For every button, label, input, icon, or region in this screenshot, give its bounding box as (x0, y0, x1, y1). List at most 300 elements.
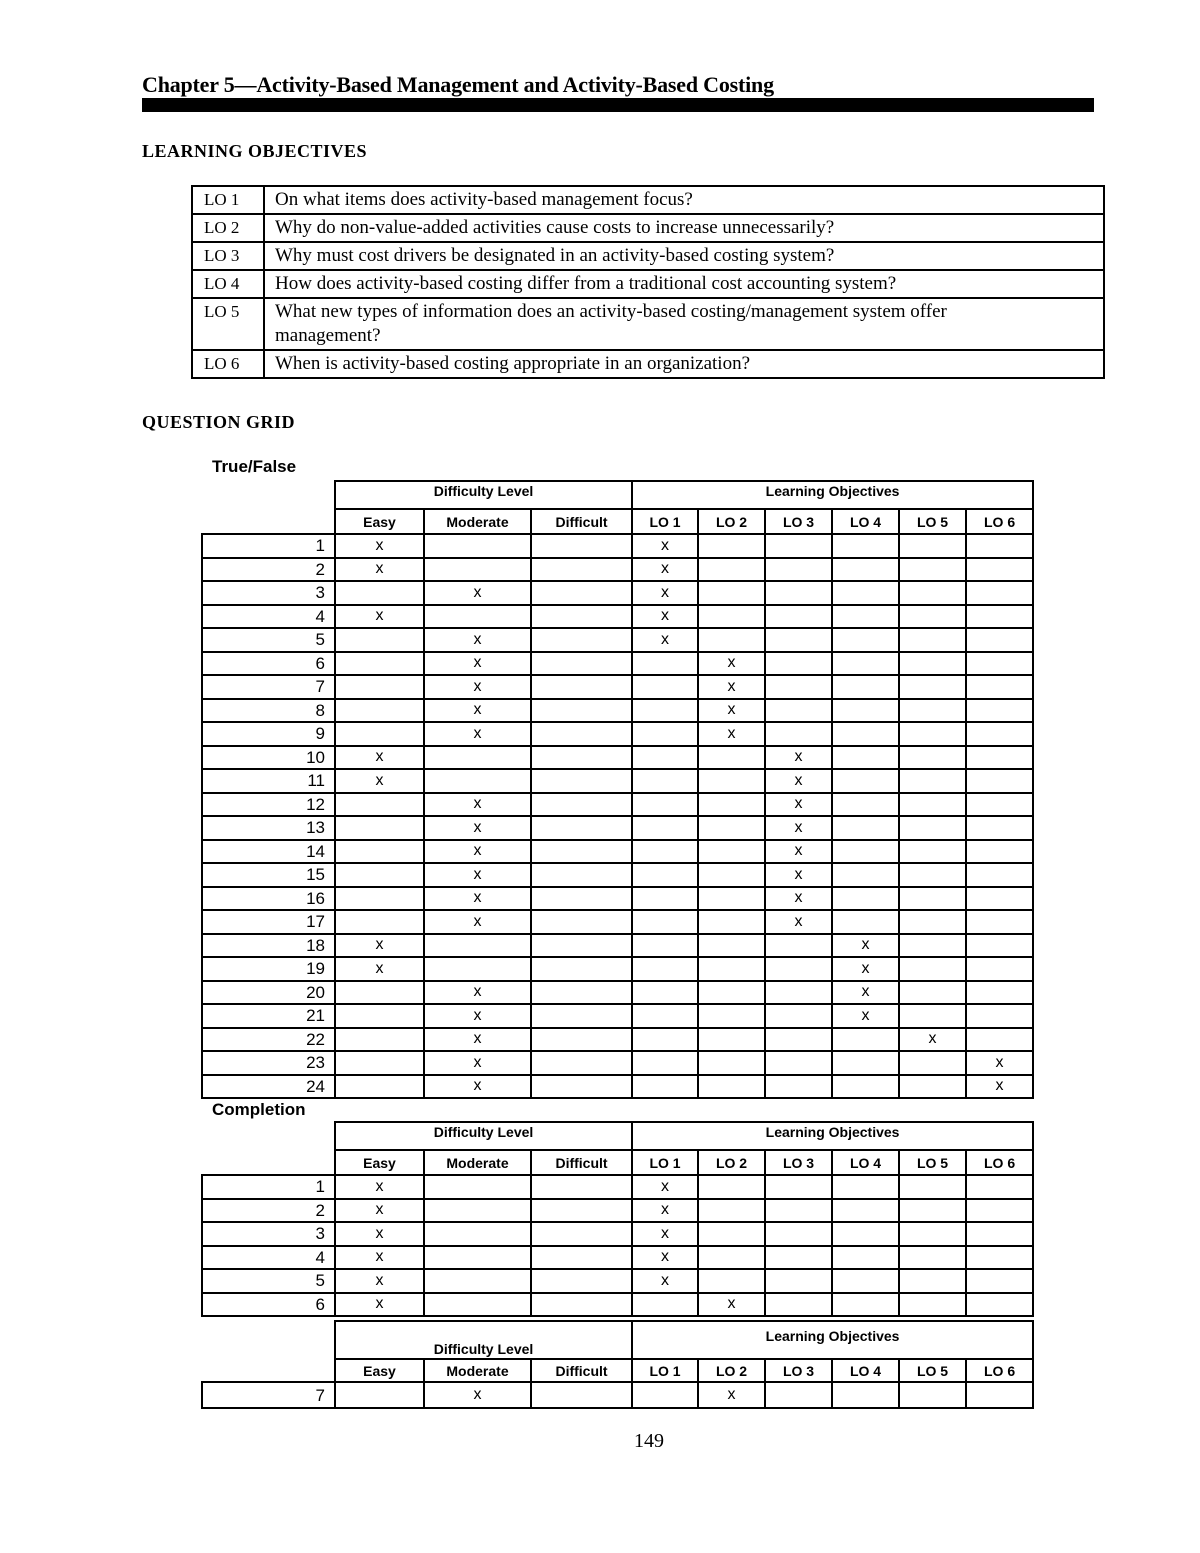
grid-mark: x (632, 1222, 698, 1246)
column-header: Moderate (424, 1359, 531, 1382)
grid-cell (832, 699, 899, 723)
lo-text: When is activity-based costing appropriate in an organization? (264, 350, 1104, 378)
question-number: 1 (202, 1175, 335, 1199)
grid-cell (632, 887, 698, 911)
grid-cell (531, 769, 632, 793)
grid-cell (632, 652, 698, 676)
grid-row (202, 534, 1033, 558)
grid-mark: x (966, 1075, 1033, 1099)
grid-mark: x (765, 887, 832, 911)
grid-cell (632, 1028, 698, 1052)
grid-cell (335, 581, 424, 605)
grid-cell (632, 840, 698, 864)
grid-mark: x (335, 1175, 424, 1199)
grid-mark: x (698, 699, 765, 723)
grid-cell (832, 605, 899, 629)
grid-cell (966, 1246, 1033, 1270)
grid-cell (832, 652, 899, 676)
grid-cell (832, 887, 899, 911)
grid-cell (966, 652, 1033, 676)
grid-cell (966, 1199, 1033, 1223)
grid-row (202, 887, 1033, 911)
grid-cell (698, 746, 765, 770)
grid-mark: x (632, 581, 698, 605)
column-header: LO 2 (698, 509, 765, 534)
grid-mark: x (632, 605, 698, 629)
column-header: Difficult (531, 1150, 632, 1175)
grid-cell (832, 722, 899, 746)
grid-cell (698, 605, 765, 629)
grid-cell (698, 1028, 765, 1052)
grid-cell (698, 840, 765, 864)
question-number: 20 (202, 981, 335, 1005)
chapter-title: Chapter 5—Activity-Based Management and Activity-Based Costing (142, 72, 774, 97)
question-number: 9 (202, 722, 335, 746)
grid-cell (632, 863, 698, 887)
grid-cell (966, 981, 1033, 1005)
grid-cell (335, 863, 424, 887)
difficulty-level-header: Difficulty Level (335, 1321, 632, 1359)
grid-cell (531, 558, 632, 582)
lo-text: Why must cost drivers be designated in an activity-based costing system? (264, 242, 1104, 270)
column-header: LO 6 (966, 1150, 1033, 1175)
question-number: 12 (202, 793, 335, 817)
grid-cell (966, 534, 1033, 558)
grid-cell (832, 769, 899, 793)
grid-mark: x (632, 1199, 698, 1223)
grid-cell (832, 1075, 899, 1099)
grid-row (202, 863, 1033, 887)
grid-mark: x (698, 722, 765, 746)
grid-cell (698, 1175, 765, 1199)
grid-cell (698, 957, 765, 981)
grid-cell (632, 1051, 698, 1075)
column-header: Easy (335, 509, 424, 534)
grid-cell (966, 840, 1033, 864)
grid-cell (698, 887, 765, 911)
grid-mark: x (966, 1051, 1033, 1075)
grid-cell (765, 981, 832, 1005)
column-header: LO 5 (899, 509, 966, 534)
grid-cell (698, 628, 765, 652)
question-number: 15 (202, 863, 335, 887)
grid-cell (531, 581, 632, 605)
grid-mark: x (424, 722, 531, 746)
grid-cell (966, 581, 1033, 605)
grid-cell (698, 558, 765, 582)
grid-cell (531, 1222, 632, 1246)
grid-row (202, 1004, 1033, 1028)
grid-corner (202, 1122, 335, 1150)
grid-row (202, 628, 1033, 652)
grid-cell (765, 1175, 832, 1199)
column-header: LO 5 (899, 1150, 966, 1175)
grid-cell (832, 746, 899, 770)
grid-cell (899, 816, 966, 840)
grid-cell (966, 910, 1033, 934)
completion-grid (201, 1121, 1034, 1317)
grid-mark: x (424, 981, 531, 1005)
grid-cell (832, 816, 899, 840)
question-number: 2 (202, 558, 335, 582)
grid-cell (531, 1293, 632, 1317)
grid-cell (335, 675, 424, 699)
column-header: LO 3 (765, 1359, 832, 1382)
grid-cell (966, 746, 1033, 770)
lo-row (192, 214, 1104, 242)
grid-cell (832, 1051, 899, 1075)
grid-cell (899, 957, 966, 981)
grid-cell (335, 840, 424, 864)
lo-row (192, 242, 1104, 270)
grid-cell (632, 1293, 698, 1317)
grid-cell (698, 981, 765, 1005)
grid-cell (632, 769, 698, 793)
grid-cell (966, 1175, 1033, 1199)
grid-cell (698, 581, 765, 605)
grid-cell (765, 1199, 832, 1223)
grid-cell (698, 1075, 765, 1099)
question-number: 5 (202, 1269, 335, 1293)
grid-cell (531, 722, 632, 746)
grid-cell (531, 1075, 632, 1099)
grid-row (202, 1051, 1033, 1075)
grid-cell (531, 1051, 632, 1075)
grid-row (202, 1293, 1033, 1317)
grid-cell (335, 652, 424, 676)
grid-cell (899, 769, 966, 793)
grid-mark: x (698, 1382, 765, 1408)
grid-cell (531, 605, 632, 629)
grid-row (202, 581, 1033, 605)
grid-mark: x (424, 628, 531, 652)
column-header: LO 5 (899, 1359, 966, 1382)
grid-cell (335, 887, 424, 911)
grid-cell (335, 628, 424, 652)
grid-mark: x (335, 605, 424, 629)
grid-cell (899, 981, 966, 1005)
grid-cell (632, 722, 698, 746)
grid-cell (531, 887, 632, 911)
grid-cell (531, 1175, 632, 1199)
grid-cell (765, 722, 832, 746)
grid-mark: x (698, 675, 765, 699)
page-number: 149 (634, 1430, 664, 1452)
grid-cell (832, 628, 899, 652)
grid-mark: x (424, 652, 531, 676)
grid-mark: x (632, 1175, 698, 1199)
grid-row (202, 957, 1033, 981)
grid-mark: x (832, 1004, 899, 1028)
question-number: 23 (202, 1051, 335, 1075)
grid-cell (966, 863, 1033, 887)
grid-cell (632, 957, 698, 981)
grid-mark: x (424, 1004, 531, 1028)
grid-cell (531, 1028, 632, 1052)
grid-cell (531, 1199, 632, 1223)
grid-row (202, 793, 1033, 817)
grid-mark: x (335, 1199, 424, 1223)
column-header: Difficult (531, 1359, 632, 1382)
grid-row (202, 1246, 1033, 1270)
grid-cell (832, 1246, 899, 1270)
grid-cell (765, 699, 832, 723)
grid-cell (531, 699, 632, 723)
grid-mark: x (832, 981, 899, 1005)
question-grid-heading: QUESTION GRID (142, 412, 296, 432)
grid-mark: x (632, 558, 698, 582)
lo-code: LO 5 (192, 298, 264, 350)
grid-cell (424, 1222, 531, 1246)
grid-row (202, 1199, 1033, 1223)
grid-cell (698, 1269, 765, 1293)
grid-mark: x (698, 1293, 765, 1317)
question-number: 3 (202, 581, 335, 605)
column-header: Easy (335, 1359, 424, 1382)
grid-row (202, 1222, 1033, 1246)
grid-row (202, 675, 1033, 699)
column-header: LO 1 (632, 1359, 698, 1382)
grid-cell (899, 1199, 966, 1223)
grid-cell (531, 910, 632, 934)
grid-cell (531, 1246, 632, 1270)
grid-cell (531, 840, 632, 864)
grid-cell (899, 840, 966, 864)
grid-mark: x (424, 816, 531, 840)
grid-cell (765, 1382, 832, 1408)
grid-row (202, 746, 1033, 770)
grid-cell (899, 652, 966, 676)
grid-cell (899, 910, 966, 934)
column-header: LO 4 (832, 1150, 899, 1175)
grid-cell (698, 534, 765, 558)
lo-row (192, 298, 1104, 350)
grid-cell (832, 1293, 899, 1317)
grid-cell (698, 1004, 765, 1028)
grid-cell (531, 628, 632, 652)
grid-cell (832, 1028, 899, 1052)
question-number: 6 (202, 1293, 335, 1317)
question-number: 7 (202, 675, 335, 699)
grid-cell (698, 1222, 765, 1246)
grid-row (202, 699, 1033, 723)
grid-cell (424, 1293, 531, 1317)
grid-mark: x (424, 840, 531, 864)
grid-cell (899, 863, 966, 887)
grid-cell (966, 1222, 1033, 1246)
title-rule (142, 98, 1094, 112)
grid-mark: x (424, 675, 531, 699)
grid-cell (424, 534, 531, 558)
grid-mark: x (424, 581, 531, 605)
grid-cell (899, 1293, 966, 1317)
grid-cell (531, 652, 632, 676)
grid-cell (424, 1246, 531, 1270)
grid-cell (832, 863, 899, 887)
grid-mark: x (424, 1028, 531, 1052)
grid-mark: x (765, 746, 832, 770)
grid-cell (765, 1293, 832, 1317)
grid-cell (899, 1222, 966, 1246)
grid-cell (765, 628, 832, 652)
grid-mark: x (832, 957, 899, 981)
grid-cell (966, 699, 1033, 723)
question-number: 4 (202, 1246, 335, 1270)
grid-cell (765, 934, 832, 958)
column-header: LO 4 (832, 509, 899, 534)
grid-cell (899, 793, 966, 817)
grid-row (202, 558, 1033, 582)
grid-cell (698, 769, 765, 793)
grid-mark: x (765, 840, 832, 864)
grid-cell (832, 675, 899, 699)
completion-grid-continued (201, 1320, 1034, 1409)
question-number: 6 (202, 652, 335, 676)
grid-cell (531, 793, 632, 817)
true-false-label: True/False (212, 457, 297, 476)
grid-cell (832, 1269, 899, 1293)
grid-cell (335, 699, 424, 723)
column-header: Easy (335, 1150, 424, 1175)
question-number: 24 (202, 1075, 335, 1099)
question-number: 21 (202, 1004, 335, 1028)
column-header: LO 6 (966, 509, 1033, 534)
grid-cell (531, 816, 632, 840)
grid-cell (899, 887, 966, 911)
grid-row (202, 840, 1033, 864)
completion-label: Completion (212, 1100, 306, 1119)
grid-row (202, 1382, 1033, 1408)
grid-mark: x (632, 628, 698, 652)
grid-cell (832, 840, 899, 864)
grid-cell (632, 746, 698, 770)
grid-row (202, 1028, 1033, 1052)
grid-cell (966, 1028, 1033, 1052)
lo-code: LO 6 (192, 350, 264, 378)
grid-mark: x (424, 1051, 531, 1075)
grid-mark: x (424, 699, 531, 723)
grid-cell (899, 1382, 966, 1408)
grid-cell (832, 793, 899, 817)
grid-cell (765, 1028, 832, 1052)
grid-cell (698, 934, 765, 958)
grid-cell (832, 534, 899, 558)
question-number: 19 (202, 957, 335, 981)
grid-cell (966, 605, 1033, 629)
grid-cell (765, 957, 832, 981)
grid-cell (765, 581, 832, 605)
grid-cell (632, 934, 698, 958)
question-number: 7 (202, 1382, 335, 1408)
grid-corner (202, 509, 335, 534)
lo-code: LO 4 (192, 270, 264, 298)
question-number: 1 (202, 534, 335, 558)
grid-cell (765, 675, 832, 699)
grid-mark: x (424, 1382, 531, 1408)
grid-row (202, 605, 1033, 629)
grid-cell (424, 1175, 531, 1199)
grid-mark: x (765, 910, 832, 934)
grid-cell (899, 628, 966, 652)
grid-cell (335, 1051, 424, 1075)
grid-row (202, 1269, 1033, 1293)
grid-cell (531, 1269, 632, 1293)
grid-row (202, 769, 1033, 793)
column-header: Moderate (424, 509, 531, 534)
grid-mark: x (335, 1246, 424, 1270)
grid-cell (531, 957, 632, 981)
grid-cell (632, 816, 698, 840)
grid-cell (765, 558, 832, 582)
question-number: 22 (202, 1028, 335, 1052)
lo-text: Why do non-value-added activities cause costs to increase unnecessarily? (264, 214, 1104, 242)
grid-cell (899, 675, 966, 699)
question-number: 11 (202, 769, 335, 793)
grid-cell (832, 1382, 899, 1408)
grid-cell (765, 534, 832, 558)
grid-cell (531, 981, 632, 1005)
grid-cell (698, 863, 765, 887)
column-header: LO 1 (632, 1150, 698, 1175)
grid-cell (698, 1246, 765, 1270)
column-header: LO 2 (698, 1150, 765, 1175)
learning-objectives-header: Learning Objectives (632, 1321, 1033, 1359)
grid-mark: x (335, 746, 424, 770)
column-header: Moderate (424, 1150, 531, 1175)
question-number: 14 (202, 840, 335, 864)
grid-cell (698, 816, 765, 840)
grid-mark: x (765, 816, 832, 840)
grid-cell (335, 1075, 424, 1099)
grid-cell (335, 910, 424, 934)
grid-cell (899, 1269, 966, 1293)
grid-cell (899, 934, 966, 958)
grid-cell (765, 1075, 832, 1099)
grid-cell (899, 1075, 966, 1099)
grid-cell (424, 1269, 531, 1293)
grid-cell (832, 581, 899, 605)
grid-row (202, 934, 1033, 958)
grid-mark: x (424, 1075, 531, 1099)
question-number: 17 (202, 910, 335, 934)
column-header: Difficult (531, 509, 632, 534)
grid-mark: x (424, 887, 531, 911)
grid-cell (966, 1269, 1033, 1293)
grid-cell (765, 1004, 832, 1028)
grid-mark: x (698, 652, 765, 676)
grid-cell (632, 793, 698, 817)
question-number: 16 (202, 887, 335, 911)
grid-cell (899, 534, 966, 558)
grid-row (202, 722, 1033, 746)
grid-cell (698, 793, 765, 817)
grid-cell (899, 558, 966, 582)
grid-mark: x (335, 558, 424, 582)
question-number: 3 (202, 1222, 335, 1246)
grid-row (202, 816, 1033, 840)
difficulty-level-header: Difficulty Level (335, 1122, 632, 1150)
grid-cell (966, 793, 1033, 817)
grid-corner (202, 1150, 335, 1175)
grid-cell (698, 910, 765, 934)
question-number: 10 (202, 746, 335, 770)
grid-mark: x (632, 1246, 698, 1270)
column-header: LO 4 (832, 1359, 899, 1382)
grid-mark: x (899, 1028, 966, 1052)
grid-cell (899, 699, 966, 723)
learning-objectives-header: Learning Objectives (632, 1122, 1033, 1150)
question-number: 2 (202, 1199, 335, 1223)
